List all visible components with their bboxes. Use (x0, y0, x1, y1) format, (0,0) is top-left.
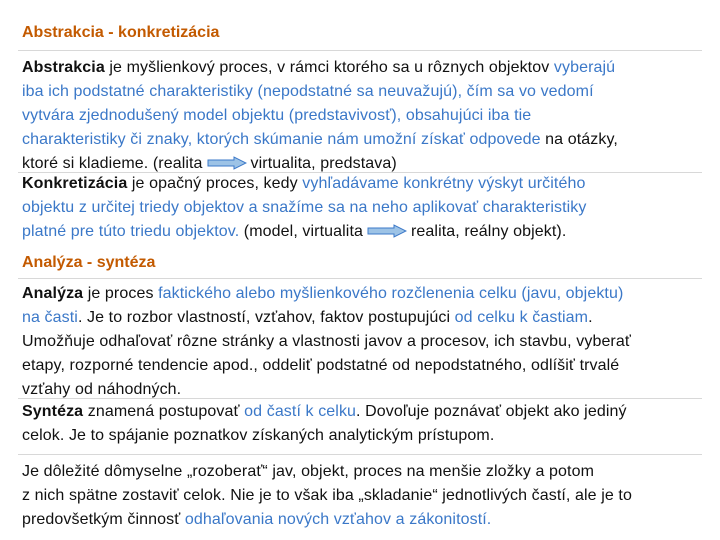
paragraph-analyza (22, 282, 702, 402)
text-span: predovšetkým činnosť (22, 511, 185, 528)
text-line: celok. Je to spájanie poznatkov získaných analytickým prístupom. (22, 427, 495, 444)
paragraph-konkretizacia (22, 172, 702, 244)
highlight-text: platné pre túto triedu objektov. (22, 223, 240, 240)
text-line: z nich spätne zostaviť celok. Nie je to však iba „skladanie“ jednotlivých častí, ale je to (22, 487, 632, 504)
term-abstrakcia: Abstrakcia (22, 59, 105, 76)
paragraph-synteza (22, 400, 702, 448)
text-line: iba ich podstatné charakteristiky (nepodstatné sa neuvažujú), čím sa vo vedomí (22, 83, 594, 100)
text-line (22, 400, 702, 424)
text-line (22, 282, 702, 306)
highlight-text: odhaľovania nových vzťahov a zákonitostí. (184, 511, 492, 528)
highlight-text: od celku k častiam (454, 309, 589, 326)
highlight-text: na časti (22, 309, 78, 326)
divider (18, 454, 702, 455)
term-konkretizacia: Konkretizácia (22, 175, 128, 192)
text-span: ktoré si kladieme. (realita (22, 155, 203, 172)
right-arrow-icon (367, 224, 407, 238)
section-title-analyza: Analýza - syntéza (22, 254, 156, 271)
term-synteza: Syntéza (22, 403, 84, 420)
divider (18, 398, 702, 399)
paragraph-abstrakcia (22, 56, 702, 176)
text-line: vytvára zjednodušený model objektu (predstavivosť), obsahujúci iba tie (22, 107, 532, 124)
text-line (22, 56, 702, 80)
highlight-text: od častí k celku (244, 403, 357, 420)
term-analyza: Analýza (22, 285, 84, 302)
text-span: . Je to rozbor vlastností, vzťahov, faktov postupujúci (77, 309, 455, 326)
section-title-abstrakcia: Abstrakcia - konkretizácia (22, 24, 220, 41)
text-line (22, 306, 702, 330)
text-line: vzťahy od náhodných. (22, 381, 182, 398)
paragraph-zaver (22, 460, 702, 532)
divider (18, 50, 702, 51)
text-line (22, 128, 702, 152)
divider (18, 278, 702, 279)
text-span: virtualita, predstava) (250, 155, 397, 172)
text-span: je opačný proces, kedy (127, 175, 303, 192)
text-span: . Dovoľuje poznávať objekt ako jediný (356, 403, 627, 420)
text-span: (model, virtualita (239, 223, 363, 240)
highlight-text: vyhľadávame konkrétny výskyt určitého (302, 175, 586, 192)
text-span: znamená postupovať (83, 403, 245, 420)
text-span: na otázky, (540, 131, 618, 148)
text-line (22, 172, 702, 196)
text-span: je proces (83, 285, 159, 302)
text-line (22, 220, 702, 244)
text-span: . (588, 309, 593, 326)
text-span: je myšlienkový proces, v rámci ktorého sa u rôznych objektov (104, 59, 554, 76)
highlight-text: vyberajú (553, 59, 616, 76)
text-line: Je dôležité dômyselne „rozoberať“ jav, objekt, proces na menšie zložky a potom (22, 463, 594, 480)
text-span: realita, reálny objekt). (411, 223, 567, 240)
highlight-text: faktického alebo myšlienkového rozčlenenia celku (javu, objektu) (158, 285, 624, 302)
text-line: objektu z určitej triedy objektov a snažíme sa na neho aplikovať charakteristiky (22, 199, 587, 216)
text-line: etapy, rozporné tendencie apod., oddeliť podstatné od nepodstatného, odlíšiť trvalé (22, 357, 620, 374)
text-line (22, 508, 702, 532)
text-line: Umožňuje odhaľovať rôzne stránky a vlastnosti javov a procesov, ich stavbu, vyberať (22, 333, 631, 350)
right-arrow-icon (207, 156, 247, 170)
highlight-text: charakteristiky či znaky, ktorých skúmanie nám umožní získať odpovede (22, 131, 541, 148)
